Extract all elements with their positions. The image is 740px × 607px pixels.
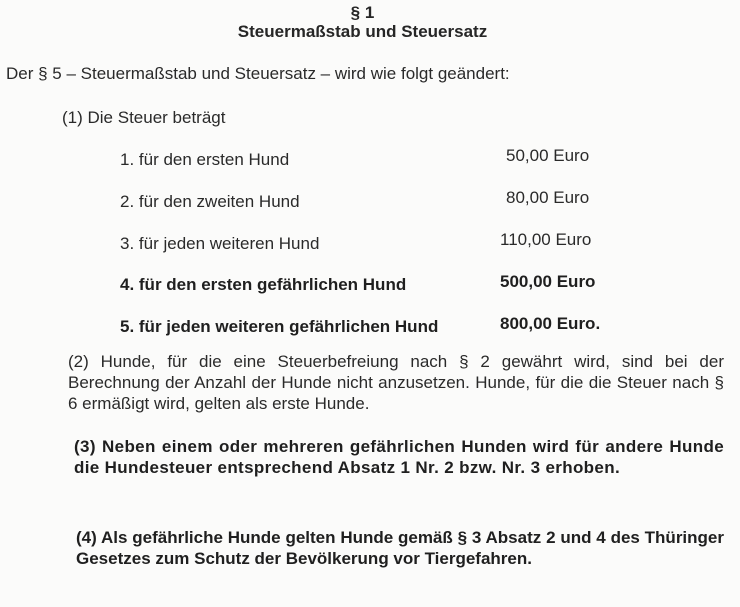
tax-item-label: 5. für jeden weiteren gefährlichen Hund (120, 317, 439, 336)
tax-item-label: 3. für jeden weiteren Hund (120, 234, 320, 253)
paragraph-3 (74, 436, 724, 478)
tax-item-amount: 500,00 Euro (500, 272, 596, 291)
section-number: § 1 (350, 3, 375, 22)
paragraph-2 (68, 351, 724, 414)
paragraph-1-label: (1) Die Steuer beträgt (62, 108, 226, 127)
tax-item-amount: 80,00 Euro (506, 188, 590, 207)
tax-item-amount: 110,00 Euro (500, 230, 592, 249)
paragraph-2-number: (2) (68, 352, 89, 371)
paragraph-4-text: Als gefährliche Hunde gelten Hunde gemäß § 3 Absatz 2 und 4 des Thüringer Gesetzes zum Schutz der Bevölkerung vor Tiergefahren. (76, 528, 724, 568)
intro-text: Der § 5 – Steuermaßstab und Steuersatz – wird wie folgt geändert: (6, 64, 510, 83)
paragraph-4-number: (4) (76, 528, 97, 547)
paragraph-3-number: (3) (74, 437, 96, 456)
paragraph-4 (76, 527, 724, 569)
tax-item-label: 4. für den ersten gefährlichen Hund (120, 275, 407, 294)
section-heading: Steuermaßstab und Steuersatz (237, 22, 488, 41)
paragraph-2-text: Hunde, für die eine Steuerbefreiung nach § 2 gewährt wird, sind bei der Berechnung der Anzahl der Hunde nicht anzusetzen. Hunde, für die die Steuer nach § 6 ermäßigt wird, gelten als erste Hunde. (68, 352, 724, 413)
tax-item-label: 2. für den zweiten Hund (120, 192, 300, 211)
paragraph-3-text: Neben einem oder mehreren gefährlichen Hunden wird für andere Hunde die Hundesteuer entsprechend Absatz 1 Nr. 2 bzw. Nr. 3 erhoben. (74, 437, 724, 477)
tax-item-amount: 800,00 Euro. (500, 314, 601, 333)
tax-item-amount: 50,00 Euro (506, 146, 590, 165)
tax-item-label: 1. für den ersten Hund (120, 150, 290, 169)
